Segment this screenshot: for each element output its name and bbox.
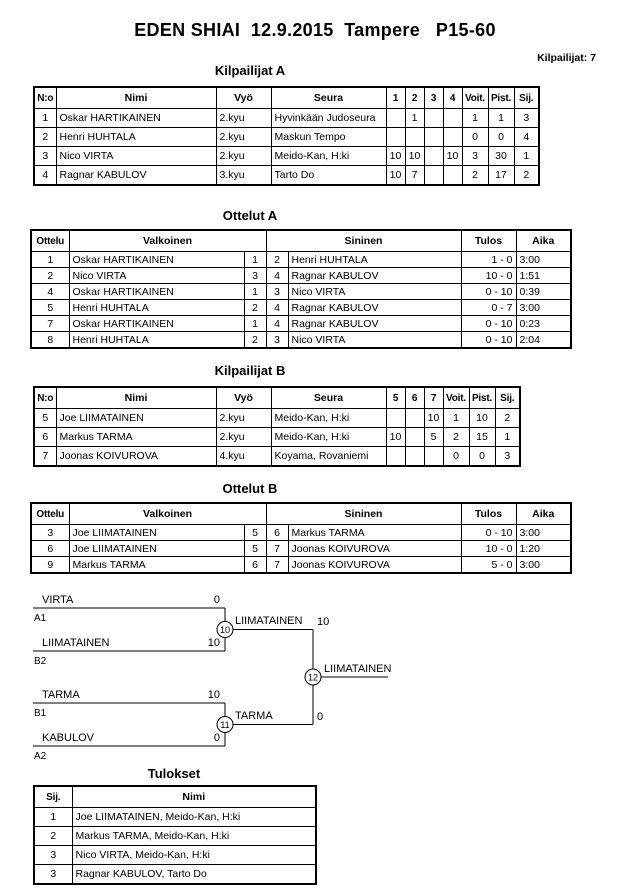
cell-name: Markus TARMA, Meido-Kan, H:ki (72, 827, 316, 846)
cell-name: Nico VIRTA, Meido-Kan, H:ki (72, 846, 316, 865)
cell-time: 3:00 (516, 300, 571, 316)
col-name-header: Nimi (56, 387, 216, 409)
cell-score (443, 166, 462, 186)
cell-blue-no: 7 (266, 541, 288, 557)
cell-blue-name: Joonas KOIVUROVA (288, 557, 461, 574)
matches-a-heading: Ottelut A (222, 208, 278, 223)
cell-no: 2 (34, 128, 56, 147)
cell-wins: 1 (443, 409, 469, 428)
cell-time: 0:23 (516, 316, 571, 332)
table-row (31, 541, 571, 557)
cell-blue-no: 3 (266, 284, 288, 300)
cell-points: 30 (488, 147, 514, 166)
col-time-header: Aika (516, 230, 571, 252)
bracket-sf1-top-score: 0 (213, 594, 220, 606)
bracket-sf1-winner-score: 10 (317, 616, 330, 628)
cell-name: Oskar HARTIKAINEN (56, 109, 216, 128)
cell-match-no: 5 (31, 300, 69, 316)
cell-blue-no: 4 (266, 268, 288, 284)
table-row (31, 316, 571, 332)
cell-place: 2 (514, 166, 539, 186)
bracket-final-match-no: 12 (307, 672, 319, 683)
cell-white-name: Joe LIIMATAINEN (69, 541, 244, 557)
cell-time: 3:00 (516, 252, 571, 268)
col-white-header: Valkoinen (69, 230, 266, 252)
cell-time: 2:04 (516, 332, 571, 349)
table-header-row (31, 230, 571, 252)
cell-white-no: 1 (244, 284, 266, 300)
cell-score (386, 109, 405, 128)
col-no-header: N:o (34, 87, 56, 109)
table-row (34, 827, 316, 846)
cell-no: 4 (34, 166, 56, 186)
cell-result: 0 - 10 (461, 332, 516, 349)
col-place-header: Sij. (514, 87, 539, 109)
cell-no: 7 (34, 447, 56, 467)
bracket-sf1-bottom-score: 10 (207, 637, 220, 649)
bracket-lines (33, 608, 388, 746)
table-row (31, 252, 571, 268)
col-opp-header: 6 (405, 387, 424, 409)
cell-time: 0:39 (516, 284, 571, 300)
table-header-row (34, 87, 539, 109)
cell-no: 1 (34, 109, 56, 128)
cell-wins: 1 (462, 109, 488, 128)
matches-a-table (30, 229, 572, 349)
bracket-sf1-bottom-name: LIIMATAINEN (42, 637, 110, 649)
col-points-header: Pist. (488, 87, 514, 109)
cell-score: 10 (386, 147, 405, 166)
cell-blue-no: 6 (266, 525, 288, 541)
pool-b-table (33, 386, 521, 467)
col-opp-header: 4 (443, 87, 462, 109)
cell-score (405, 128, 424, 147)
cell-place: 2 (34, 827, 72, 846)
bracket-sf1-top-name: VIRTA (42, 594, 74, 606)
matches-b-table (30, 502, 572, 574)
bracket-sf2-winner-score: 0 (317, 711, 324, 723)
bracket-sf2-top-seed: B1 (34, 708, 47, 719)
cell-belt: 4.kyu (216, 447, 271, 467)
page-title: EDEN SHIAI 12.9.2015 Tampere P15-60 (134, 20, 496, 40)
cell-points: 15 (469, 428, 495, 447)
cell-score: 10 (405, 147, 424, 166)
cell-score: 10 (386, 428, 405, 447)
cell-wins: 0 (462, 128, 488, 147)
col-blue-header: Sininen (266, 503, 461, 525)
cell-white-no: 1 (244, 252, 266, 268)
col-place-header: Sij. (495, 387, 520, 409)
pool-a-heading: Kilpailijat A (214, 63, 286, 78)
cell-blue-name: Markus TARMA (288, 525, 461, 541)
table-header-row (31, 503, 571, 525)
cell-blue-name: Nico VIRTA (288, 332, 461, 349)
cell-result: 0 - 10 (461, 525, 516, 541)
cell-score (405, 428, 424, 447)
table-row (31, 300, 571, 316)
cell-club: Koyama, Rovaniemi (271, 447, 386, 467)
cell-place: 3 (34, 846, 72, 865)
cell-blue-name: Ragnar KABULOV (288, 300, 461, 316)
bracket-sf1-top-seed: A1 (34, 613, 47, 624)
col-opp-header: 3 (424, 87, 443, 109)
cell-name: Ragnar KABULOV (56, 166, 216, 186)
cell-name: Henri HUHTALA (56, 128, 216, 147)
col-match-header: Ottelu (31, 503, 69, 525)
cell-score (386, 409, 405, 428)
cell-name: Nico VIRTA (56, 147, 216, 166)
cell-result: 10 - 0 (461, 541, 516, 557)
table-row (34, 109, 539, 128)
col-name-header: Nimi (72, 786, 316, 808)
cell-score: 5 (424, 428, 443, 447)
cell-no: 3 (34, 147, 56, 166)
col-points-header: Pist. (469, 387, 495, 409)
cell-points: 0 (469, 447, 495, 467)
table-row (31, 557, 571, 574)
cell-belt: 3.kyu (216, 166, 271, 186)
bracket-sf1-match-no: 10 (219, 624, 231, 635)
col-name-header: Nimi (56, 87, 216, 109)
table-row (34, 147, 539, 166)
bracket-graphic (30, 582, 430, 762)
col-opp-header: 2 (405, 87, 424, 109)
cell-white-name: Oskar HARTIKAINEN (69, 316, 244, 332)
cell-score: 1 (405, 109, 424, 128)
cell-time: 3:00 (516, 525, 571, 541)
col-belt-header: Vyö (216, 387, 271, 409)
cell-name: Joe LIIMATAINEN (56, 409, 216, 428)
cell-time: 1:20 (516, 541, 571, 557)
cell-white-no: 1 (244, 316, 266, 332)
cell-match-no: 6 (31, 541, 69, 557)
cell-points: 0 (488, 128, 514, 147)
cell-place: 1 (514, 147, 539, 166)
cell-club: Tarto Do (271, 166, 386, 186)
bracket-sf2-bottom-seed: A2 (34, 751, 47, 762)
cell-blue-name: Joonas KOIVUROVA (288, 541, 461, 557)
cell-belt: 2.kyu (216, 109, 271, 128)
cell-points: 1 (488, 109, 514, 128)
cell-score (424, 128, 443, 147)
table-row (34, 846, 316, 865)
cell-result: 0 - 7 (461, 300, 516, 316)
cell-match-no: 3 (31, 525, 69, 541)
col-wins-header: Voit. (462, 87, 488, 109)
table-row (31, 284, 571, 300)
col-opp-header: 7 (424, 387, 443, 409)
matches-b-heading: Ottelut B (222, 481, 278, 496)
bracket-sf2-bottom-score: 0 (213, 732, 220, 744)
bracket-final-winner-name: LIIMATAINEN (324, 663, 392, 675)
table-header-row (34, 786, 316, 808)
cell-points: 10 (469, 409, 495, 428)
elimination-bracket (30, 582, 430, 762)
cell-match-no: 1 (31, 252, 69, 268)
cell-white-name: Markus TARMA (69, 557, 244, 574)
table-header-row (34, 387, 520, 409)
cell-belt: 2.kyu (216, 128, 271, 147)
cell-club: Meido-Kan, H:ki (271, 147, 386, 166)
cell-belt: 2.kyu (216, 409, 271, 428)
col-blue-header: Sininen (266, 230, 461, 252)
table-row (34, 409, 520, 428)
cell-score (424, 447, 443, 467)
cell-wins: 0 (443, 447, 469, 467)
col-opp-header: 1 (386, 87, 405, 109)
cell-score (424, 109, 443, 128)
cell-blue-name: Ragnar KABULOV (288, 316, 461, 332)
col-white-header: Valkoinen (69, 503, 266, 525)
cell-time: 1:51 (516, 268, 571, 284)
cell-white-name: Nico VIRTA (69, 268, 244, 284)
cell-blue-no: 3 (266, 332, 288, 349)
col-club-header: Seura (271, 87, 386, 109)
cell-white-no: 5 (244, 525, 266, 541)
bracket-sf2-winner-name: TARMA (235, 710, 273, 722)
cell-white-no: 2 (244, 332, 266, 349)
bracket-sf1-bottom-seed: B2 (34, 656, 47, 667)
competitors-count: Kilpailijat: 7 (537, 52, 596, 64)
cell-score (405, 447, 424, 467)
table-row (34, 865, 316, 885)
table-row (34, 428, 520, 447)
cell-time: 3:00 (516, 557, 571, 574)
cell-blue-name: Henri HUHTALA (288, 252, 461, 268)
cell-blue-name: Nico VIRTA (288, 284, 461, 300)
cell-place: 1 (495, 428, 520, 447)
cell-blue-no: 2 (266, 252, 288, 268)
cell-result: 1 - 0 (461, 252, 516, 268)
table-row (31, 525, 571, 541)
col-result-header: Tulos (461, 503, 516, 525)
cell-name: Joe LIIMATAINEN, Meido-Kan, H:ki (72, 808, 316, 827)
cell-result: 0 - 10 (461, 284, 516, 300)
cell-match-no: 8 (31, 332, 69, 349)
cell-place: 1 (34, 808, 72, 827)
col-result-header: Tulos (461, 230, 516, 252)
table-row (34, 166, 539, 186)
cell-no: 6 (34, 428, 56, 447)
cell-score (405, 409, 424, 428)
cell-blue-no: 7 (266, 557, 288, 574)
cell-club: Maskun Tempo (271, 128, 386, 147)
cell-result: 5 - 0 (461, 557, 516, 574)
cell-white-name: Henri HUHTALA (69, 332, 244, 349)
cell-place: 3 (514, 109, 539, 128)
cell-match-no: 4 (31, 284, 69, 300)
cell-club: Meido-Kan, H:ki (271, 428, 386, 447)
col-time-header: Aika (516, 503, 571, 525)
pool-b-heading: Kilpailijat B (214, 363, 286, 378)
cell-white-no: 3 (244, 268, 266, 284)
cell-club: Hyvinkään Judoseura (271, 109, 386, 128)
cell-score (424, 147, 443, 166)
cell-wins: 2 (443, 428, 469, 447)
col-wins-header: Voit. (443, 387, 469, 409)
cell-belt: 2.kyu (216, 428, 271, 447)
cell-blue-no: 4 (266, 300, 288, 316)
cell-score (386, 128, 405, 147)
table-row (31, 332, 571, 349)
cell-score (443, 109, 462, 128)
bracket-sf2-top-score: 10 (207, 689, 220, 701)
cell-belt: 2.kyu (216, 147, 271, 166)
cell-points: 17 (488, 166, 514, 186)
cell-name: Joonas KOIVUROVA (56, 447, 216, 467)
cell-result: 0 - 10 (461, 316, 516, 332)
cell-wins: 2 (462, 166, 488, 186)
col-place-header: Sij. (34, 786, 72, 808)
table-row (34, 128, 539, 147)
cell-white-name: Joe LIIMATAINEN (69, 525, 244, 541)
cell-white-no: 2 (244, 300, 266, 316)
cell-match-no: 9 (31, 557, 69, 574)
cell-white-name: Henri HUHTALA (69, 300, 244, 316)
cell-blue-name: Ragnar KABULOV (288, 268, 461, 284)
col-belt-header: Vyö (216, 87, 271, 109)
cell-score: 7 (405, 166, 424, 186)
cell-blue-no: 4 (266, 316, 288, 332)
results-heading: Tulokset (147, 766, 201, 781)
col-opp-header: 5 (386, 387, 405, 409)
cell-score: 10 (443, 147, 462, 166)
cell-match-no: 2 (31, 268, 69, 284)
cell-score (386, 447, 405, 467)
cell-place: 3 (495, 447, 520, 467)
cell-name: Ragnar KABULOV, Tarto Do (72, 865, 316, 885)
cell-score: 10 (424, 409, 443, 428)
table-row (31, 268, 571, 284)
cell-place: 4 (514, 128, 539, 147)
table-row (34, 447, 520, 467)
cell-match-no: 7 (31, 316, 69, 332)
cell-white-name: Oskar HARTIKAINEN (69, 284, 244, 300)
table-row (34, 808, 316, 827)
bracket-sf2-top-name: TARMA (42, 689, 80, 701)
cell-place: 2 (495, 409, 520, 428)
cell-place: 3 (34, 865, 72, 885)
cell-result: 10 - 0 (461, 268, 516, 284)
bracket-sf2-match-no: 11 (220, 719, 230, 730)
col-no-header: N:o (34, 387, 56, 409)
results-table (33, 785, 317, 885)
col-match-header: Ottelu (31, 230, 69, 252)
cell-club: Meido-Kan, H:ki (271, 409, 386, 428)
cell-name: Markus TARMA (56, 428, 216, 447)
cell-no: 5 (34, 409, 56, 428)
cell-score (443, 128, 462, 147)
col-club-header: Seura (271, 387, 386, 409)
cell-white-no: 5 (244, 541, 266, 557)
cell-wins: 3 (462, 147, 488, 166)
cell-white-no: 6 (244, 557, 266, 574)
cell-score (424, 166, 443, 186)
cell-white-name: Oskar HARTIKAINEN (69, 252, 244, 268)
pool-a-table (33, 86, 540, 186)
cell-score: 10 (386, 166, 405, 186)
bracket-sf2-bottom-name: KABULOV (42, 732, 94, 744)
bracket-sf1-winner-name: LIIMATAINEN (235, 615, 303, 627)
